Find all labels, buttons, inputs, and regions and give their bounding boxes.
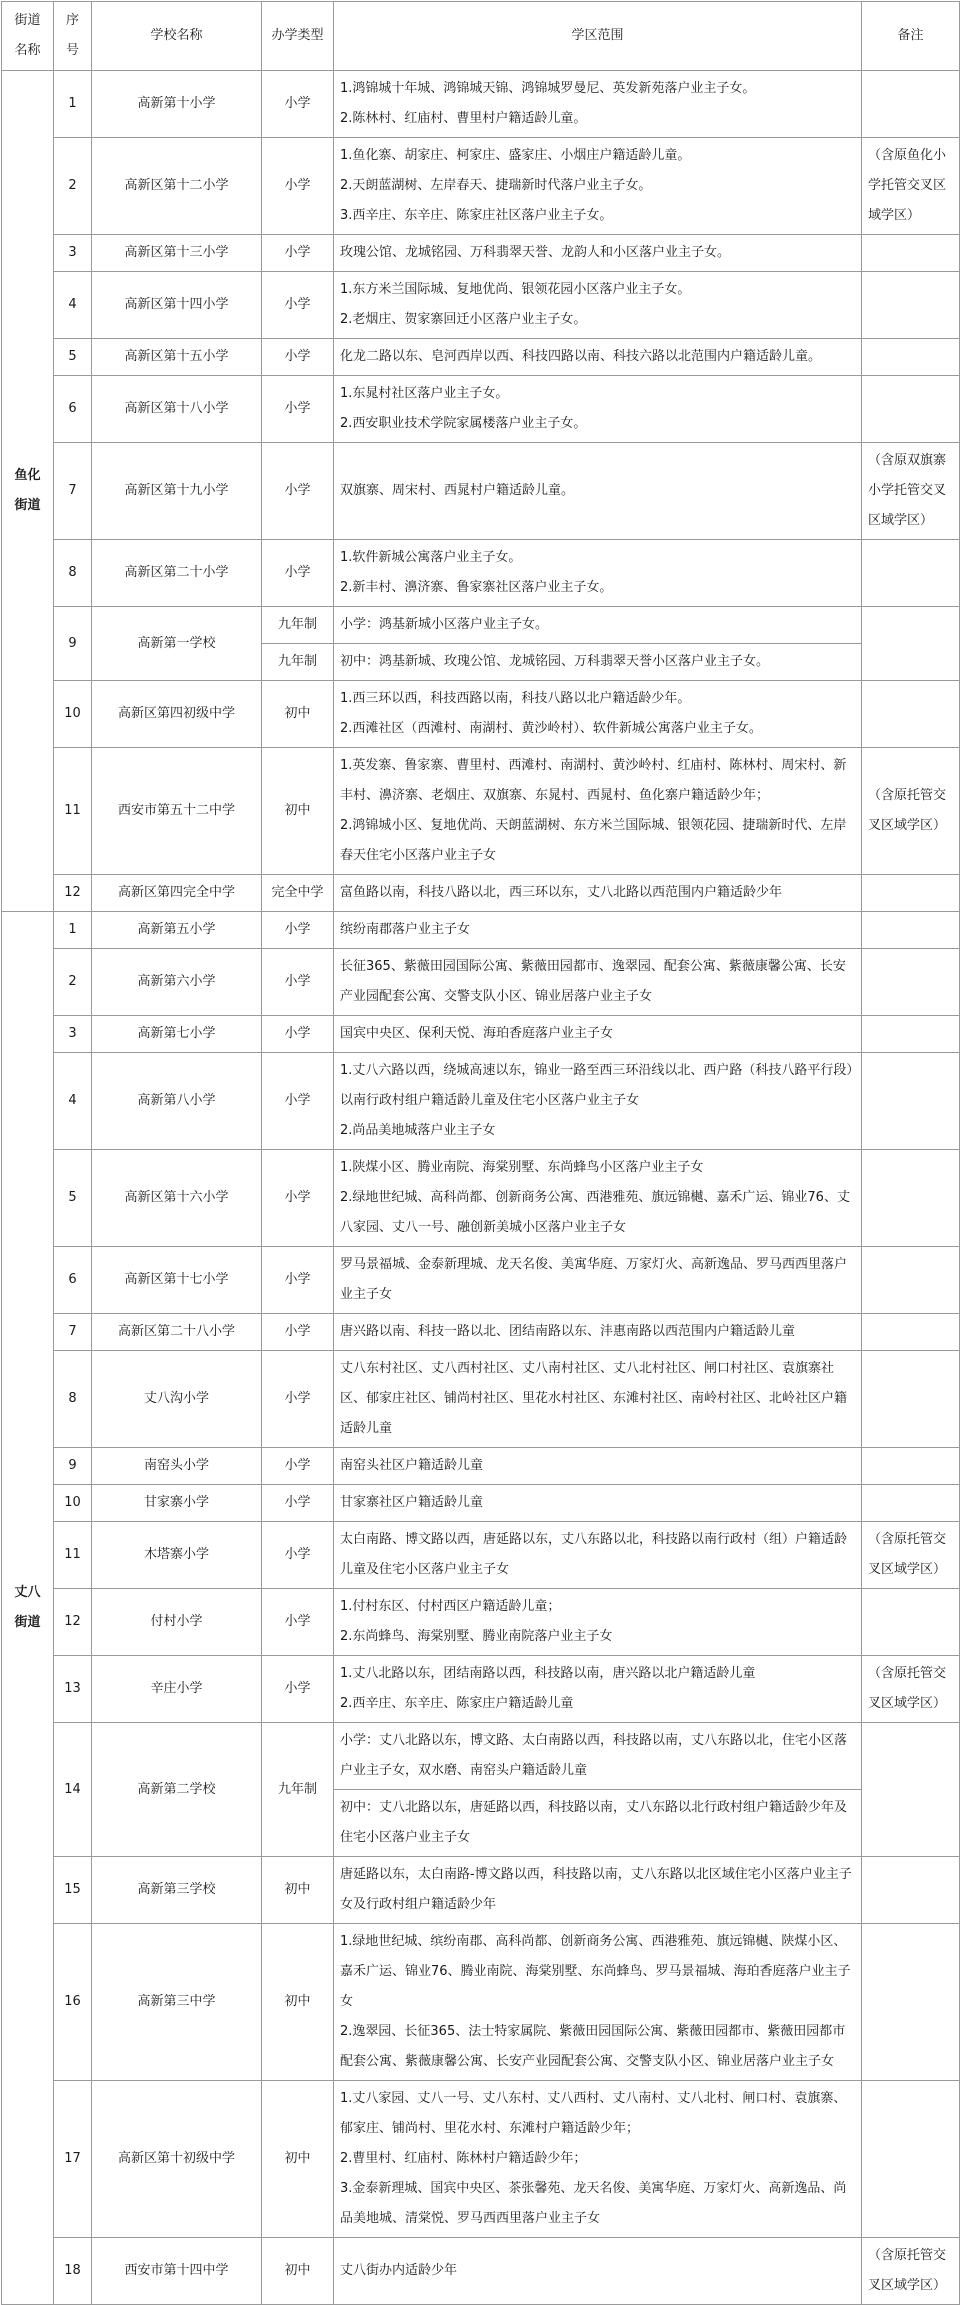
school-type: 初中	[262, 2238, 334, 2305]
table-row	[2, 339, 960, 376]
table-row	[2, 138, 960, 235]
row-number: 7	[54, 443, 92, 540]
school-name: 高新第三中学	[92, 1924, 262, 2081]
row-number: 15	[54, 1857, 92, 1924]
table-row	[2, 1589, 960, 1656]
school-type: 初中	[262, 1857, 334, 1924]
scope-cell	[334, 1522, 862, 1589]
scope-line: 丈八街办内适龄少年	[340, 2263, 458, 2278]
scope-line: 1.丈八家园、丈八一号、丈八东村、丈八西村、丈八南村、丈八北村、闸口村、袁旗寨、郁家庄、铺尚村、里花水村、东滩村户籍适龄少年；	[340, 2091, 847, 2136]
school-type: 九年制	[262, 1723, 334, 1857]
row-number: 9	[54, 1448, 92, 1485]
scope-line: 丈八东村社区、丈八西村社区、丈八南村社区、丈八北村社区、闸口村社区、袁旗寨社区、郁家庄社区、铺尚村社区、里花水村社区、东滩村社区、南岭村社区、北岭社区户籍适龄儿童	[340, 1361, 848, 1436]
scope-line: 罗马景福城、金泰新理城、龙天名俊、美寓华庭、万家灯火、高新逸品、罗马西西里落户业主子女	[340, 1257, 848, 1302]
note-cell: （含原鱼化小学托管交叉区域学区）	[862, 138, 960, 235]
school-type: 小学	[262, 1247, 334, 1314]
row-number: 4	[54, 272, 92, 339]
row-number: 5	[54, 1150, 92, 1247]
row-number: 2	[54, 138, 92, 235]
school-name: 高新第八小学	[92, 1053, 262, 1150]
district-cell: 丈八 街道	[2, 912, 54, 2305]
school-name: 高新区第十初级中学	[92, 2081, 262, 2238]
row-number: 1	[54, 71, 92, 138]
scope-cell	[334, 949, 862, 1016]
table-row	[2, 235, 960, 272]
row-number: 1	[54, 912, 92, 949]
scope-line: 2.尚品美地城落户业主子女	[340, 1123, 496, 1138]
table-row	[2, 1150, 960, 1247]
scope-cell	[334, 443, 862, 540]
note-cell	[862, 875, 960, 912]
school-type: 小学	[262, 1485, 334, 1522]
school-type: 小学	[262, 138, 334, 235]
scope-line: 双旗寨、周宋村、西晁村户籍适龄儿童。	[340, 483, 575, 498]
table-row	[2, 71, 960, 138]
school-name: 付村小学	[92, 1589, 262, 1656]
note-cell	[862, 1857, 960, 1924]
school-type: 完全中学	[262, 875, 334, 912]
school-name: 甘家寨小学	[92, 1485, 262, 1522]
scope-line: 2.陈林村、红庙村、曹里村户籍适龄儿童。	[340, 111, 587, 126]
note-cell	[862, 1485, 960, 1522]
table-row	[2, 540, 960, 607]
scope-line: 缤纷南郡落户业主子女	[340, 922, 471, 937]
school-type: 初中	[262, 681, 334, 748]
scope-cell	[334, 748, 862, 875]
note-cell	[862, 1016, 960, 1053]
school-name: 高新区第十六小学	[92, 1150, 262, 1247]
scope-line: 1.英发寨、鲁家寨、曹里村、西滩村、南湖村、黄沙岭村、红庙村、陈林村、周宋村、新丰村、濞济寨、老烟庄、双旗寨、东晁村、西晁村、鱼化寨户籍适龄少年；	[340, 758, 847, 803]
scope-line: 南窑头社区户籍适龄儿童	[340, 1458, 484, 1473]
note-cell	[862, 1053, 960, 1150]
note-cell	[862, 1150, 960, 1247]
scope-cell	[334, 1589, 862, 1656]
note-cell	[862, 1314, 960, 1351]
row-number: 2	[54, 949, 92, 1016]
table-row	[2, 1485, 960, 1522]
school-name: 南窑头小学	[92, 1448, 262, 1485]
note-cell	[862, 540, 960, 607]
scope-line: 2.西滩社区（西滩村、南湖村、黄沙岭村）、软件新城公寓落户业主子女。	[340, 721, 762, 736]
school-name: 高新第六小学	[92, 949, 262, 1016]
table-row	[2, 875, 960, 912]
school-name: 丈八沟小学	[92, 1351, 262, 1448]
school-name: 高新区第十三小学	[92, 235, 262, 272]
header-type: 办学类型	[262, 2, 334, 71]
school-type: 初中	[262, 2081, 334, 2238]
scope-line: 唐兴路以南、科技一路以北、团结南路以东、沣惠南路以西范围内户籍适龄儿童	[340, 1324, 796, 1339]
note-cell: （含原托管交叉区域学区）	[862, 1522, 960, 1589]
scope-line: 2.绿地世纪城、高科尚都、创新商务公寓、西港雅苑、旗远锦樾、嘉禾广运、锦业76、丈八家园、丈八一号、融创新美城小区落户业主子女	[340, 1190, 850, 1235]
school-type: 九年制	[262, 644, 334, 681]
scope-cell	[334, 644, 862, 681]
scope-line: 长征365、紫薇田园国际公寓、紫薇田园都市、逸翠园、配套公寓、紫薇康馨公寓、长安产业园配套公寓、交警支队小区、锦业居落户业主子女	[340, 959, 846, 1004]
table-row	[2, 1053, 960, 1150]
row-number: 3	[54, 1016, 92, 1053]
scope-line: 富鱼路以南，科技八路以北，西三环以东，丈八北路以西范围内户籍适龄少年	[340, 885, 783, 900]
note-cell	[862, 1924, 960, 2081]
table-row	[2, 1522, 960, 1589]
scope-line: 1.陕煤小区、腾业南院、海棠别墅、东尚蜂鸟小区落户业主子女	[340, 1160, 704, 1175]
note-cell	[862, 607, 960, 681]
school-type: 初中	[262, 1924, 334, 2081]
school-name: 木塔寨小学	[92, 1522, 262, 1589]
table-row	[2, 912, 960, 949]
school-name: 西安市第十四中学	[92, 2238, 262, 2305]
scope-cell	[334, 1924, 862, 2081]
row-number: 18	[54, 2238, 92, 2305]
scope-cell	[334, 1314, 862, 1351]
school-type: 小学	[262, 339, 334, 376]
note-cell	[862, 949, 960, 1016]
scope-cell	[334, 235, 862, 272]
note-cell	[862, 376, 960, 443]
table-row	[2, 272, 960, 339]
school-name: 高新区第十二小学	[92, 138, 262, 235]
scope-cell	[334, 376, 862, 443]
scope-cell	[334, 1790, 862, 1857]
school-name: 高新区第四初级中学	[92, 681, 262, 748]
school-type: 小学	[262, 912, 334, 949]
row-number: 11	[54, 748, 92, 875]
note-cell: （含原双旗寨小学托管交叉区域学区）	[862, 443, 960, 540]
table-row	[2, 1723, 960, 1790]
school-name: 高新区第二十小学	[92, 540, 262, 607]
scope-cell	[334, 1016, 862, 1053]
scope-cell	[334, 1448, 862, 1485]
scope-cell	[334, 1351, 862, 1448]
scope-cell	[334, 875, 862, 912]
header-no: 序号	[54, 2, 92, 71]
note-cell	[862, 912, 960, 949]
school-name: 高新第五小学	[92, 912, 262, 949]
scope-cell	[334, 1247, 862, 1314]
scope-cell	[334, 339, 862, 376]
row-number: 17	[54, 2081, 92, 2238]
scope-cell	[334, 1150, 862, 1247]
note-cell	[862, 1723, 960, 1857]
school-name: 高新第三学校	[92, 1857, 262, 1924]
table-row	[2, 376, 960, 443]
school-type: 小学	[262, 71, 334, 138]
note-cell: （含原托管交叉区域学区）	[862, 2238, 960, 2305]
header-district: 街道 名称	[2, 2, 54, 71]
scope-line: 甘家寨社区户籍适龄儿童	[340, 1495, 484, 1510]
note-cell	[862, 71, 960, 138]
scope-line: 化龙二路以东、皂河西岸以西、科技四路以南、科技六路以北范围内户籍适龄儿童。	[340, 349, 822, 364]
scope-line: 初中：鸿基新城、玫瑰公馆、龙城铭园、万科翡翠天誉小区落户业主子女。	[340, 654, 770, 669]
scope-line: 1.鱼化寨、胡家庄、柯家庄、盛家庄、小烟庄户籍适龄儿童。	[340, 148, 691, 163]
scope-line: 2.东尚蜂鸟、海棠别墅、腾业南院落户业主子女	[340, 1629, 613, 1644]
row-number: 8	[54, 540, 92, 607]
scope-cell	[334, 71, 862, 138]
row-number: 10	[54, 1485, 92, 1522]
row-number: 6	[54, 1247, 92, 1314]
row-number: 6	[54, 376, 92, 443]
scope-line: 2.逸翠园、长征365、法士特家属院、紫薇田园国际公寓、紫薇田园都市、紫薇田园都市配套公寓、紫薇康馨公寓、长安产业园配套公寓、交警支队小区、锦业居落户业主子女	[340, 2024, 846, 2069]
header-scope: 学区范围	[334, 2, 862, 71]
scope-line: 1.丈八六路以西，绕城高速以东，锦业一路至西三环沿线以北、西户路（科技八路平行段）以南行政村组户籍适龄儿童及住宅小区落户业主子女	[340, 1063, 853, 1108]
table-row	[2, 1924, 960, 2081]
school-name: 西安市第五十二中学	[92, 748, 262, 875]
school-type: 小学	[262, 272, 334, 339]
school-type: 小学	[262, 443, 334, 540]
school-name: 高新区第十九小学	[92, 443, 262, 540]
table-row	[2, 1448, 960, 1485]
row-number: 4	[54, 1053, 92, 1150]
table-row	[2, 1016, 960, 1053]
school-type: 小学	[262, 376, 334, 443]
scope-cell	[334, 1857, 862, 1924]
school-type: 小学	[262, 1053, 334, 1150]
scope-cell	[334, 540, 862, 607]
school-type: 九年制	[262, 607, 334, 644]
school-name: 高新第十小学	[92, 71, 262, 138]
table-row	[2, 2081, 960, 2238]
note-cell	[862, 1448, 960, 1485]
note-cell	[862, 1589, 960, 1656]
scope-line: 1.西三环以西，科技西路以南，科技八路以北户籍适龄少年。	[340, 691, 691, 706]
row-number: 16	[54, 1924, 92, 2081]
school-type: 小学	[262, 1656, 334, 1723]
scope-line: 2.西安职业技术学院家属楼落户业主子女。	[340, 416, 587, 431]
school-type: 初中	[262, 748, 334, 875]
note-cell	[862, 1247, 960, 1314]
scope-line: 太白南路、博文路以西，唐延路以东，丈八东路以北，科技路以南行政村（组）户籍适龄儿童及住宅小区落户业主子女	[340, 1532, 848, 1577]
school-name: 高新区第二十八小学	[92, 1314, 262, 1351]
row-number: 10	[54, 681, 92, 748]
table-row	[2, 949, 960, 1016]
table-row	[2, 2238, 960, 2305]
scope-cell	[334, 1053, 862, 1150]
note-cell	[862, 339, 960, 376]
school-type: 小学	[262, 1448, 334, 1485]
table-row	[2, 748, 960, 875]
row-number: 13	[54, 1656, 92, 1723]
row-number: 5	[54, 339, 92, 376]
row-number: 14	[54, 1723, 92, 1857]
scope-line: 1.东晁村社区落户业主子女。	[340, 386, 509, 401]
scope-line: 2.西辛庄、东辛庄、陈家庄户籍适龄儿童	[340, 1696, 574, 1711]
school-type: 小学	[262, 949, 334, 1016]
scope-line: 1.鸿锦城十年城、鸿锦城天锦、鸿锦城罗曼尼、英发新苑落户业主子女。	[340, 81, 756, 96]
header-school: 学校名称	[92, 2, 262, 71]
scope-line: 3.金泰新理城、国宾中央区、茶张馨苑、龙天名俊、美寓华庭、万家灯火、高新逸品、尚品美地城、清棠悦、罗马西西里落户业主子女	[340, 2181, 847, 2226]
row-number: 11	[54, 1522, 92, 1589]
scope-line: 小学：鸿基新城小区落户业主子女。	[340, 617, 549, 632]
row-number: 3	[54, 235, 92, 272]
school-name: 高新区第四完全中学	[92, 875, 262, 912]
header-row	[2, 2, 960, 71]
school-name: 高新第一学校	[92, 607, 262, 681]
scope-line: 小学：丈八北路以东，博文路、太白南路以西，科技路以南，丈八东路以北，住宅小区落户业主子女，双水磨、南窑头户籍适龄儿童	[340, 1733, 848, 1778]
school-name: 高新第七小学	[92, 1016, 262, 1053]
scope-line: 1.东方米兰国际城、复地优尚、银领花园小区落户业主子女。	[340, 282, 691, 297]
scope-line: 1.丈八北路以东，团结南路以西，科技路以南，唐兴路以北户籍适龄儿童	[340, 1666, 756, 1681]
header-note: 备注	[862, 2, 960, 71]
school-name: 高新第二学校	[92, 1723, 262, 1857]
scope-cell	[334, 912, 862, 949]
scope-cell	[334, 138, 862, 235]
school-name: 高新区第十五小学	[92, 339, 262, 376]
school-name: 高新区第十四小学	[92, 272, 262, 339]
note-cell: （含原托管交叉区域学区）	[862, 748, 960, 875]
row-number: 8	[54, 1351, 92, 1448]
scope-cell	[334, 2238, 862, 2305]
scope-line: 1.付村东区、付村西区户籍适龄儿童；	[340, 1599, 561, 1614]
scope-cell	[334, 1485, 862, 1522]
school-type: 小学	[262, 1589, 334, 1656]
scope-cell	[334, 2081, 862, 2238]
scope-line: 唐延路以东，太白南路-博文路以西，科技路以南，丈八东路以北区域住宅小区落户业主子女及行政村组户籍适龄少年	[340, 1867, 852, 1912]
row-number: 7	[54, 1314, 92, 1351]
scope-line: 初中：丈八北路以东，唐延路以西，科技路以南，丈八东路以北行政村组户籍适龄少年及住宅小区落户业主子女	[340, 1800, 848, 1845]
scope-cell	[334, 1656, 862, 1723]
scope-line: 2.天朗蓝湖树、左岸春天、捷瑞新时代落户业主子女。	[340, 178, 652, 193]
school-type: 小学	[262, 1016, 334, 1053]
school-district-table	[1, 1, 960, 2305]
table-row	[2, 1351, 960, 1448]
school-type: 小学	[262, 540, 334, 607]
school-type: 小学	[262, 1522, 334, 1589]
scope-cell	[334, 681, 862, 748]
scope-line: 1.绿地世纪城、缤纷南郡、高科尚都、创新商务公寓、西港雅苑、旗远锦樾、陕煤小区、嘉禾广运、锦业76、腾业南院、海棠别墅、东尚蜂鸟、罗马景福城、海珀香庭落户业主子女	[340, 1934, 851, 2009]
scope-line: 2.新丰村、濞济寨、鲁家寨社区落户业主子女。	[340, 580, 613, 595]
note-cell	[862, 235, 960, 272]
school-type: 小学	[262, 1314, 334, 1351]
table-row	[2, 1656, 960, 1723]
table-row	[2, 1314, 960, 1351]
school-type: 小学	[262, 1150, 334, 1247]
scope-line: 2.老烟庄、贺家寨回迁小区落户业主子女。	[340, 312, 587, 327]
note-cell	[862, 2081, 960, 2238]
table-body	[2, 71, 960, 2305]
school-type: 小学	[262, 235, 334, 272]
note-cell: （含原托管交叉区域学区）	[862, 1656, 960, 1723]
table-row	[2, 1247, 960, 1314]
table-row	[2, 681, 960, 748]
scope-line: 玫瑰公馆、龙城铭园、万科翡翠天誉、龙韵人和小区落户业主子女。	[340, 245, 731, 260]
scope-line: 2.鸿锦城小区、复地优尚、天朗蓝湖树、东方米兰国际城、银领花园、捷瑞新时代、左岸春天住宅小区落户业主子女	[340, 818, 847, 863]
school-name: 高新区第十八小学	[92, 376, 262, 443]
scope-cell	[334, 1723, 862, 1790]
table-row	[2, 1857, 960, 1924]
scope-cell	[334, 272, 862, 339]
scope-line: 3.西辛庄、东辛庄、陈家庄社区落户业主子女。	[340, 208, 613, 223]
school-type: 小学	[262, 1351, 334, 1448]
school-name: 高新区第十七小学	[92, 1247, 262, 1314]
school-name: 辛庄小学	[92, 1656, 262, 1723]
row-number: 12	[54, 1589, 92, 1656]
scope-line: 1.软件新城公寓落户业主子女。	[340, 550, 522, 565]
scope-cell	[334, 607, 862, 644]
table-row	[2, 607, 960, 644]
note-cell	[862, 272, 960, 339]
district-cell: 鱼化 街道	[2, 71, 54, 912]
scope-line: 2.曹里村、红庙村、陈林村户籍适龄少年；	[340, 2151, 587, 2166]
row-number: 9	[54, 607, 92, 681]
note-cell	[862, 681, 960, 748]
note-cell	[862, 1351, 960, 1448]
scope-line: 国宾中央区、保利天悦、海珀香庭落户业主子女	[340, 1026, 614, 1041]
row-number: 12	[54, 875, 92, 912]
table-row	[2, 443, 960, 540]
